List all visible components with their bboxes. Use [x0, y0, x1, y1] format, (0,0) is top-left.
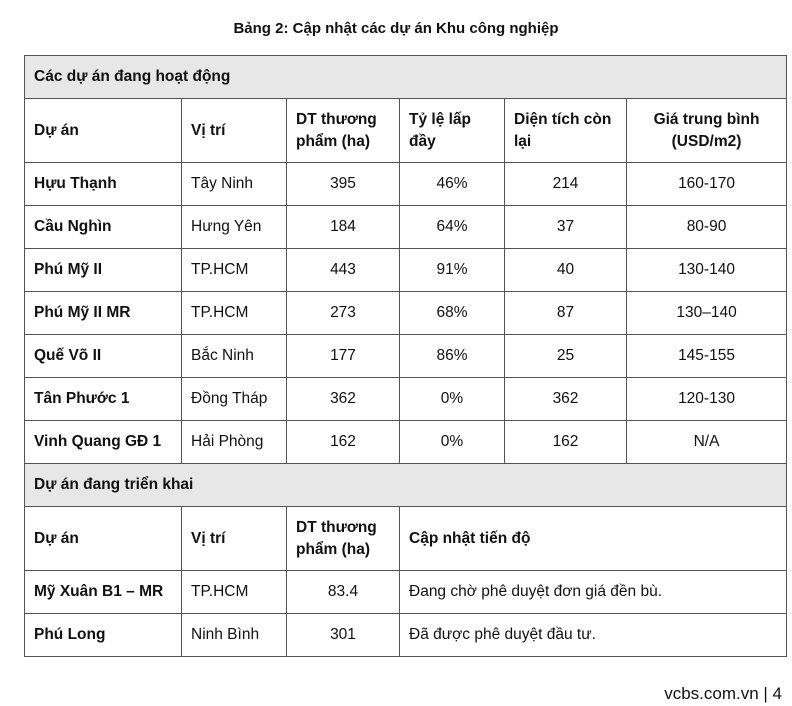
column-header: Giá trung bình (USD/m2) — [627, 99, 787, 163]
project-name-cell: Tân Phước 1 — [25, 378, 182, 421]
column-header: DT thương phẩm (ha) — [287, 99, 400, 163]
table-cell: Hải Phòng — [182, 421, 287, 464]
project-name-cell: Mỹ Xuân B1 – MR — [25, 571, 182, 614]
table-cell: 184 — [287, 206, 400, 249]
project-name-cell: Cầu Nghìn — [25, 206, 182, 249]
column-header-row — [25, 99, 787, 163]
table-cell: 86% — [400, 335, 505, 378]
table-row — [25, 421, 787, 464]
column-header: Dự án — [25, 507, 182, 571]
table-cell: 273 — [287, 292, 400, 335]
table-cell: 91% — [400, 249, 505, 292]
project-name-cell: Phú Mỹ II — [25, 249, 182, 292]
project-name-cell: Phú Mỹ II MR — [25, 292, 182, 335]
column-header: Dự án — [25, 99, 182, 163]
table-cell: Tây Ninh — [182, 163, 287, 206]
table-cell: 362 — [505, 378, 627, 421]
table-cell: 177 — [287, 335, 400, 378]
table-cell: TP.HCM — [182, 292, 287, 335]
table-cell: TP.HCM — [182, 249, 287, 292]
column-header: Vị trí — [182, 507, 287, 571]
progress-cell: Đã được phê duyệt đầu tư. — [400, 614, 787, 657]
table-cell: 120-130 — [627, 378, 787, 421]
table-cell: 162 — [287, 421, 400, 464]
table-row — [25, 571, 787, 614]
section-title: Các dự án đang hoạt động — [25, 56, 787, 99]
table-cell: 40 — [505, 249, 627, 292]
table-cell: 87 — [505, 292, 627, 335]
column-header: Vị trí — [182, 99, 287, 163]
table-cell: 25 — [505, 335, 627, 378]
table-cell: N/A — [627, 421, 787, 464]
industrial-park-table — [24, 55, 787, 657]
table-row — [25, 378, 787, 421]
table-cell: 443 — [287, 249, 400, 292]
table-row — [25, 292, 787, 335]
section-header-deploying — [25, 464, 787, 507]
table-cell: 160-170 — [627, 163, 787, 206]
table-cell: 83.4 — [287, 571, 400, 614]
table-body — [25, 56, 787, 657]
column-header: Cập nhật tiến độ — [400, 507, 787, 571]
table-row — [25, 163, 787, 206]
table-cell: 37 — [505, 206, 627, 249]
table-row — [25, 206, 787, 249]
table-cell: 130–140 — [627, 292, 787, 335]
column-header: Tỷ lệ lấp đầy — [400, 99, 505, 163]
table-cell: 0% — [400, 378, 505, 421]
table-cell: 64% — [400, 206, 505, 249]
section-header-active — [25, 56, 787, 99]
column-header: Diện tích còn lại — [505, 99, 627, 163]
table-cell: 46% — [400, 163, 505, 206]
table-cell: 68% — [400, 292, 505, 335]
table-cell: 214 — [505, 163, 627, 206]
project-name-cell: Phú Long — [25, 614, 182, 657]
table-cell: 362 — [287, 378, 400, 421]
table-cell: TP.HCM — [182, 571, 287, 614]
table-cell: 130-140 — [627, 249, 787, 292]
table-cell: Đồng Tháp — [182, 378, 287, 421]
progress-cell: Đang chờ phê duyệt đơn giá đền bù. — [400, 571, 787, 614]
table-cell: Hưng Yên — [182, 206, 287, 249]
table-cell: 145-155 — [627, 335, 787, 378]
column-header-row — [25, 507, 787, 571]
table-cell: 162 — [505, 421, 627, 464]
table-cell: 0% — [400, 421, 505, 464]
table-row — [25, 249, 787, 292]
project-name-cell: Vinh Quang GĐ 1 — [25, 421, 182, 464]
page-footer: vcbs.com.vn | 4 — [664, 684, 782, 703]
page-title: Bảng 2: Cập nhật các dự án Khu công nghiệp — [233, 20, 559, 37]
column-header: DT thương phẩm (ha) — [287, 507, 400, 571]
project-name-cell: Quế Võ II — [25, 335, 182, 378]
table-cell: 395 — [287, 163, 400, 206]
table-cell: 80-90 — [627, 206, 787, 249]
table-row — [25, 614, 787, 657]
table-cell: Ninh Bình — [182, 614, 287, 657]
project-name-cell: Hựu Thạnh — [25, 163, 182, 206]
section-title: Dự án đang triển khai — [25, 464, 787, 507]
table-cell: Bắc Ninh — [182, 335, 287, 378]
table-cell: 301 — [287, 614, 400, 657]
table-row — [25, 335, 787, 378]
